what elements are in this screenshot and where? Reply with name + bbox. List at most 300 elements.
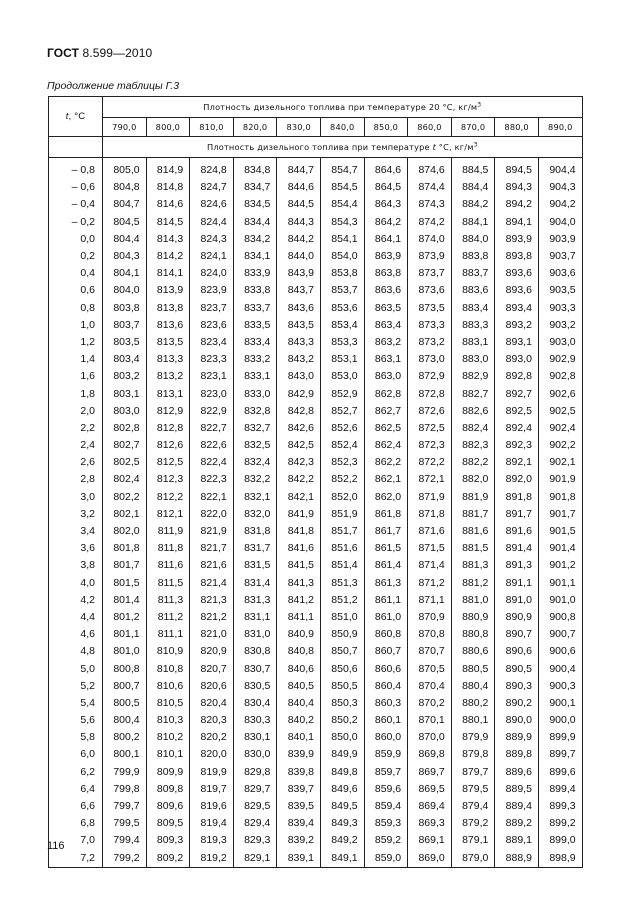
density-cell: 802,0 <box>103 523 147 540</box>
density-cell: 843,9 <box>277 265 321 282</box>
density-cell: 861,5 <box>364 540 408 557</box>
table-row <box>49 575 583 592</box>
density-cell: 802,4 <box>103 471 147 488</box>
density-cell: 824,4 <box>190 214 234 231</box>
density-cell: 844,6 <box>277 179 321 196</box>
density-20-column-header: 800,0 <box>146 118 190 137</box>
density-table-body <box>49 158 583 868</box>
density-cell: 820,6 <box>190 678 234 695</box>
temperature-cell: 6,8 <box>49 815 103 832</box>
density-cell: 804,1 <box>103 265 147 282</box>
density-cell: 903,0 <box>538 334 582 351</box>
density-cell: 850,6 <box>320 660 364 677</box>
density-cell: 869,7 <box>408 764 452 781</box>
density-cell: 833,8 <box>233 282 277 299</box>
density-cell: 900,1 <box>538 695 582 712</box>
density-cell: 814,9 <box>146 158 190 180</box>
density-cell: 812,5 <box>146 454 190 471</box>
density-cell: 879,0 <box>451 850 495 868</box>
density-cell: 812,1 <box>146 506 190 523</box>
density-cell: 804,3 <box>103 248 147 265</box>
density-cell: 889,6 <box>495 764 539 781</box>
density-cell: 803,2 <box>103 368 147 385</box>
density-cell: 821,4 <box>190 575 234 592</box>
density-cell: 900,0 <box>538 712 582 729</box>
density-20-column-header: 810,0 <box>190 118 234 137</box>
temperature-column-header: t, °С <box>49 97 103 137</box>
density-20-column-header: 820,0 <box>233 118 277 137</box>
density-cell: 891,4 <box>495 540 539 557</box>
density-cell: 881,6 <box>451 523 495 540</box>
density-cell: 854,1 <box>320 231 364 248</box>
density-cell: 801,8 <box>103 540 147 557</box>
density-20-column-header: 850,0 <box>364 118 408 137</box>
density-cell: 804,5 <box>103 214 147 231</box>
density-cell: 889,4 <box>495 798 539 815</box>
density-cell: 869,4 <box>408 798 452 815</box>
density-cell: 870,2 <box>408 695 452 712</box>
density-cell: 803,5 <box>103 334 147 351</box>
density-cell: 850,3 <box>320 695 364 712</box>
density-cell: 869,0 <box>408 850 452 868</box>
table-row <box>49 609 583 626</box>
density-cell: 820,2 <box>190 729 234 746</box>
table-row <box>49 334 583 351</box>
temperature-cell: 0,0 <box>49 231 103 248</box>
table-row <box>49 214 583 231</box>
density-cell: 814,3 <box>146 231 190 248</box>
density-cell: 831,3 <box>233 592 277 609</box>
density-cell: 830,3 <box>233 712 277 729</box>
density-cell: 871,4 <box>408 557 452 574</box>
density-cell: 879,7 <box>451 764 495 781</box>
density-cell: 842,8 <box>277 403 321 420</box>
density-cell: 889,9 <box>495 729 539 746</box>
density-cell: 890,5 <box>495 660 539 677</box>
density-cell: 870,9 <box>408 609 452 626</box>
table-row <box>49 764 583 781</box>
empty-header-cell <box>49 137 103 158</box>
table-row <box>49 351 583 368</box>
density-cell: 872,1 <box>408 471 452 488</box>
density-cell: 851,4 <box>320 557 364 574</box>
density-cell: 803,8 <box>103 300 147 317</box>
density-cell: 844,3 <box>277 214 321 231</box>
density-cell: 853,4 <box>320 317 364 334</box>
density-cell: 882,0 <box>451 471 495 488</box>
density-cell: 809,8 <box>146 781 190 798</box>
density-cell: 822,1 <box>190 489 234 506</box>
density-cell: 883,1 <box>451 334 495 351</box>
density-cell: 823,9 <box>190 282 234 299</box>
density-cell: 879,9 <box>451 729 495 746</box>
density-cell: 854,4 <box>320 196 364 213</box>
density-cell: 829,1 <box>233 850 277 868</box>
density-cell: 829,8 <box>233 764 277 781</box>
density-cell: 889,8 <box>495 746 539 763</box>
density-cell: 840,1 <box>277 729 321 746</box>
density-cell: 829,7 <box>233 781 277 798</box>
density-cell: 800,2 <box>103 729 147 746</box>
density-cell: 839,4 <box>277 815 321 832</box>
density-cell: 811,9 <box>146 523 190 540</box>
density-cell: 884,1 <box>451 214 495 231</box>
temperature-cell: – 0,2 <box>49 214 103 231</box>
temperature-cell: 0,8 <box>49 300 103 317</box>
density-cell: 899,0 <box>538 832 582 849</box>
density-cell: 803,1 <box>103 385 147 402</box>
temperature-cell: 5,2 <box>49 678 103 695</box>
density-cell: 834,7 <box>233 179 277 196</box>
density-cell: 821,9 <box>190 523 234 540</box>
density-cell: 889,5 <box>495 781 539 798</box>
density-cell: 864,3 <box>364 196 408 213</box>
density-cell: 831,7 <box>233 540 277 557</box>
density-cell: 852,4 <box>320 437 364 454</box>
density-cell: 860,3 <box>364 695 408 712</box>
density-cell: 853,6 <box>320 300 364 317</box>
density-cell: 832,5 <box>233 437 277 454</box>
density-cell: 893,6 <box>495 282 539 299</box>
density-cell: 813,9 <box>146 282 190 299</box>
density-cell: 810,6 <box>146 678 190 695</box>
density-cell: 801,2 <box>103 609 147 626</box>
density-cell: 899,4 <box>538 781 582 798</box>
table-row <box>49 231 583 248</box>
density-cell: 890,9 <box>495 609 539 626</box>
density-cell: 850,2 <box>320 712 364 729</box>
density-cell: 894,3 <box>495 179 539 196</box>
density-cell: 892,4 <box>495 420 539 437</box>
table-row <box>49 471 583 488</box>
density-20-column-header: 830,0 <box>277 118 321 137</box>
density-cell: 819,3 <box>190 832 234 849</box>
density-cell: 844,7 <box>277 158 321 180</box>
density-cell: 849,3 <box>320 815 364 832</box>
density-cell: 904,4 <box>538 158 582 180</box>
density-cell: 839,9 <box>277 746 321 763</box>
density-cell: 859,0 <box>364 850 408 868</box>
density-cell: 883,0 <box>451 351 495 368</box>
density-cell: 860,4 <box>364 678 408 695</box>
density-cell: 833,2 <box>233 351 277 368</box>
density-cell: 813,6 <box>146 317 190 334</box>
temperature-cell: 0,4 <box>49 265 103 282</box>
density-cell: 812,6 <box>146 437 190 454</box>
density-cell: 852,9 <box>320 385 364 402</box>
density-cell: 809,2 <box>146 850 190 868</box>
density-cell: 853,7 <box>320 282 364 299</box>
density-cell: 881,9 <box>451 489 495 506</box>
density-cell: 871,2 <box>408 575 452 592</box>
density-cell: 810,5 <box>146 695 190 712</box>
density-cell: 851,2 <box>320 592 364 609</box>
density-cell: 900,4 <box>538 660 582 677</box>
density-cell: 820,4 <box>190 695 234 712</box>
density-cell: 839,8 <box>277 764 321 781</box>
density-cell: 853,0 <box>320 368 364 385</box>
temperature-cell: 3,6 <box>49 540 103 557</box>
temperature-cell: 3,8 <box>49 557 103 574</box>
temperature-cell: 5,6 <box>49 712 103 729</box>
density-cell: 841,8 <box>277 523 321 540</box>
standard-number: 8.599—2010 <box>82 46 153 60</box>
density-cell: 872,5 <box>408 420 452 437</box>
density-cell: 813,2 <box>146 368 190 385</box>
temperature-cell: 5,8 <box>49 729 103 746</box>
temperature-cell: 2,2 <box>49 420 103 437</box>
density-cell: 833,0 <box>233 385 277 402</box>
table-row <box>49 798 583 815</box>
density-cell: 889,2 <box>495 815 539 832</box>
table-caption: Продолжение таблицы Г.3 <box>47 80 180 92</box>
density-cell: 813,3 <box>146 351 190 368</box>
density-cell: 823,7 <box>190 300 234 317</box>
temperature-cell: 1,0 <box>49 317 103 334</box>
density-cell: 833,9 <box>233 265 277 282</box>
density-cell: 901,8 <box>538 489 582 506</box>
table-row <box>49 420 583 437</box>
table-row <box>49 781 583 798</box>
density-cell: 832,2 <box>233 471 277 488</box>
density-cell: 819,2 <box>190 850 234 868</box>
density-cell: 824,6 <box>190 196 234 213</box>
density-cell: 880,8 <box>451 626 495 643</box>
temperature-cell: 5,0 <box>49 660 103 677</box>
density-cell: 801,4 <box>103 592 147 609</box>
density-cell: 822,6 <box>190 437 234 454</box>
density-cell: 842,3 <box>277 454 321 471</box>
density-cell: 861,1 <box>364 592 408 609</box>
density-cell: 830,4 <box>233 695 277 712</box>
density-cell: 824,1 <box>190 248 234 265</box>
density-cell: 873,6 <box>408 282 452 299</box>
density-cell: 812,2 <box>146 489 190 506</box>
density-cell: 824,3 <box>190 231 234 248</box>
density-cell: 894,5 <box>495 158 539 180</box>
density-cell: 869,8 <box>408 746 452 763</box>
density-cell: 843,6 <box>277 300 321 317</box>
density-cell: 881,7 <box>451 506 495 523</box>
temperature-cell: 4,8 <box>49 643 103 660</box>
density-20-column-header: 790,0 <box>103 118 147 137</box>
density-cell: 830,1 <box>233 729 277 746</box>
density-cell: 853,3 <box>320 334 364 351</box>
density-cell: 864,6 <box>364 158 408 180</box>
density-cell: 832,8 <box>233 403 277 420</box>
density-cell: 801,0 <box>103 643 147 660</box>
density-cell: 839,2 <box>277 832 321 849</box>
density-cell: 850,0 <box>320 729 364 746</box>
density-cell: 899,6 <box>538 764 582 781</box>
density-cell: 902,8 <box>538 368 582 385</box>
density-cell: 843,3 <box>277 334 321 351</box>
density-cell: 814,6 <box>146 196 190 213</box>
temperature-cell: 3,0 <box>49 489 103 506</box>
density-cell: 804,0 <box>103 282 147 299</box>
density-cell: 814,1 <box>146 265 190 282</box>
density-cell: 873,2 <box>408 334 452 351</box>
density-cell: 883,8 <box>451 248 495 265</box>
density-cell: 882,7 <box>451 385 495 402</box>
temperature-cell: 7,2 <box>49 850 103 868</box>
table-row <box>49 815 583 832</box>
density-cell: 881,5 <box>451 540 495 557</box>
density-cell: 812,8 <box>146 420 190 437</box>
temperature-cell: 1,2 <box>49 334 103 351</box>
density-cell: 874,4 <box>408 179 452 196</box>
density-cell: 873,3 <box>408 317 452 334</box>
temperature-cell: – 0,6 <box>49 179 103 196</box>
density-cell: 834,1 <box>233 248 277 265</box>
density-cell: 800,1 <box>103 746 147 763</box>
density-cell: 900,6 <box>538 643 582 660</box>
density-cell: 822,7 <box>190 420 234 437</box>
density-cell: 813,1 <box>146 385 190 402</box>
density-cell: 874,2 <box>408 214 452 231</box>
table-row <box>49 523 583 540</box>
density-cell: 882,3 <box>451 437 495 454</box>
temperature-cell: 1,4 <box>49 351 103 368</box>
density-cell: 901,2 <box>538 557 582 574</box>
density-cell: 901,1 <box>538 575 582 592</box>
density-cell: 819,9 <box>190 764 234 781</box>
density-cell: 852,7 <box>320 403 364 420</box>
density-cell: 840,9 <box>277 626 321 643</box>
density-cell: 870,4 <box>408 678 452 695</box>
density-cell: 849,9 <box>320 746 364 763</box>
density-cell: 863,0 <box>364 368 408 385</box>
density-cell: 851,0 <box>320 609 364 626</box>
density-cell: 870,7 <box>408 643 452 660</box>
table-row <box>49 712 583 729</box>
density-cell: 893,4 <box>495 300 539 317</box>
density-cell: 814,2 <box>146 248 190 265</box>
density-cell: 882,2 <box>451 454 495 471</box>
density-cell: 829,3 <box>233 832 277 849</box>
standard-label: ГОСТ <box>47 46 80 60</box>
density-cell: 901,0 <box>538 592 582 609</box>
table-row <box>49 489 583 506</box>
density-cell: 892,0 <box>495 471 539 488</box>
table-row <box>49 850 583 868</box>
density-cell: 892,5 <box>495 403 539 420</box>
density-cell: 829,4 <box>233 815 277 832</box>
density-cell: 822,9 <box>190 403 234 420</box>
temperature-cell: 2,6 <box>49 454 103 471</box>
density-cell: 819,4 <box>190 815 234 832</box>
density-cell: 861,4 <box>364 557 408 574</box>
density-cell: 872,3 <box>408 437 452 454</box>
density-cell: 799,5 <box>103 815 147 832</box>
density-cell: 900,8 <box>538 609 582 626</box>
density-cell: 851,9 <box>320 506 364 523</box>
density-cell: 839,7 <box>277 781 321 798</box>
density-cell: 799,2 <box>103 850 147 868</box>
density-cell: 804,4 <box>103 231 147 248</box>
density-cell: 802,2 <box>103 489 147 506</box>
density-cell: 844,2 <box>277 231 321 248</box>
density-cell: 810,9 <box>146 643 190 660</box>
density-cell: 904,2 <box>538 196 582 213</box>
density-cell: 804,8 <box>103 179 147 196</box>
temperature-cell: 2,0 <box>49 403 103 420</box>
density-cell: 861,0 <box>364 609 408 626</box>
density-cell: 900,3 <box>538 678 582 695</box>
density-cell: 862,4 <box>364 437 408 454</box>
density-cell: 821,3 <box>190 592 234 609</box>
density-cell: 879,4 <box>451 798 495 815</box>
temperature-cell: 2,4 <box>49 437 103 454</box>
temperature-cell: 5,4 <box>49 695 103 712</box>
density-cell: 819,6 <box>190 798 234 815</box>
density-cell: 854,7 <box>320 158 364 180</box>
density-cell: 834,2 <box>233 231 277 248</box>
page-number: 116 <box>47 840 65 852</box>
density-cell: 810,2 <box>146 729 190 746</box>
density-cell: 879,8 <box>451 746 495 763</box>
density-cell: 901,5 <box>538 523 582 540</box>
density-cell: 841,9 <box>277 506 321 523</box>
density-cell: 840,4 <box>277 695 321 712</box>
table-row <box>49 385 583 402</box>
density-cell: 898,9 <box>538 850 582 868</box>
table-row <box>49 437 583 454</box>
density-cell: 820,9 <box>190 643 234 660</box>
temperature-cell: 4,6 <box>49 626 103 643</box>
temperature-cell: 2,8 <box>49 471 103 488</box>
density-cell: 840,2 <box>277 712 321 729</box>
density-cell: 852,0 <box>320 489 364 506</box>
table-row <box>49 300 583 317</box>
density-cell: 893,2 <box>495 317 539 334</box>
document-header <box>47 46 152 60</box>
density-cell: 851,7 <box>320 523 364 540</box>
density-cell: 869,3 <box>408 815 452 832</box>
density-cell: 863,6 <box>364 282 408 299</box>
density-cell: 840,6 <box>277 660 321 677</box>
density-cell: 802,5 <box>103 454 147 471</box>
density-20-column-header: 880,0 <box>495 118 539 137</box>
density-cell: 888,9 <box>495 850 539 868</box>
density-cell: 812,3 <box>146 471 190 488</box>
density-cell: 823,4 <box>190 334 234 351</box>
density-cell: 864,5 <box>364 179 408 196</box>
density-cell: 871,8 <box>408 506 452 523</box>
density-cell: 849,8 <box>320 764 364 781</box>
density-20-header: Плотность дизельного топлива при температуре 20 °С, $кг/м^3$ <box>103 97 583 118</box>
table-row <box>49 506 583 523</box>
density-cell: 872,8 <box>408 385 452 402</box>
density-cell: 904,3 <box>538 179 582 196</box>
density-20-column-header: 840,0 <box>320 118 364 137</box>
density-cell: 893,6 <box>495 265 539 282</box>
density-cell: 802,1 <box>103 506 147 523</box>
density-cell: 849,1 <box>320 850 364 868</box>
density-cell: 811,6 <box>146 557 190 574</box>
density-cell: 870,1 <box>408 712 452 729</box>
density-cell: 863,1 <box>364 351 408 368</box>
density-cell: 882,4 <box>451 420 495 437</box>
density-cell: 831,4 <box>233 575 277 592</box>
table-row <box>49 248 583 265</box>
density-cell: 821,7 <box>190 540 234 557</box>
density-cell: 831,0 <box>233 626 277 643</box>
density-cell: 803,0 <box>103 403 147 420</box>
density-cell: 810,1 <box>146 746 190 763</box>
table-row <box>49 179 583 196</box>
density-cell: 803,7 <box>103 317 147 334</box>
